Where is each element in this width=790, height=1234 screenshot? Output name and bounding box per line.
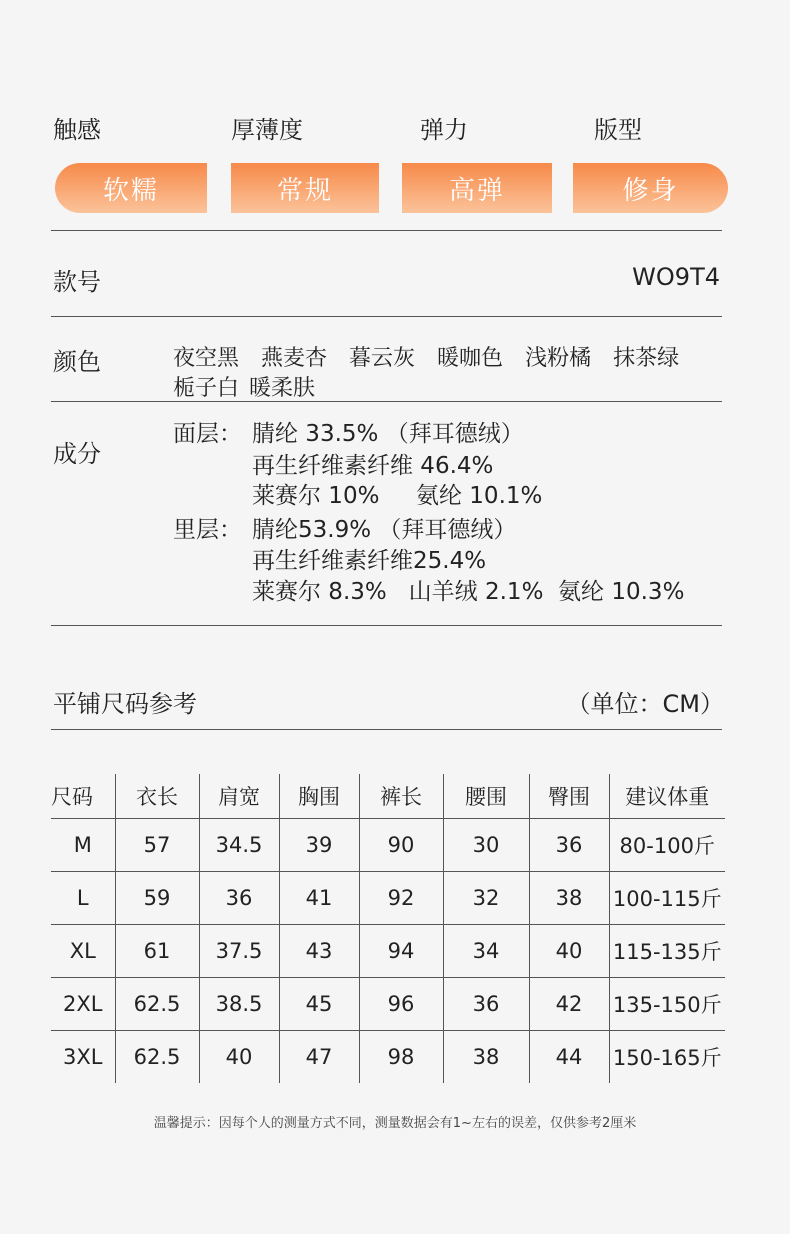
table-cell: 150-165斤 [609, 1031, 725, 1084]
table-cell: 45 [279, 978, 359, 1031]
table-cell: 47 [279, 1031, 359, 1084]
column-header: 裤长 [359, 774, 443, 819]
table-row [51, 978, 725, 1031]
table-cell: 59 [115, 872, 199, 925]
table-cell: 2XL [51, 978, 115, 1031]
table-cell: L [51, 872, 115, 925]
attr-value-thickness: 常规 [231, 163, 379, 213]
table-cell: 36 [529, 819, 609, 872]
attr-label-thickness: 厚薄度 [231, 116, 303, 144]
attr-value-touch: 软糯 [55, 163, 207, 213]
size-table [51, 774, 725, 1083]
composition-label: 成分 [53, 440, 101, 468]
color-option: 栀子白 [173, 376, 240, 401]
table-cell: 61 [115, 925, 199, 978]
column-header: 胸围 [279, 774, 359, 819]
column-header: 臀围 [529, 774, 609, 819]
table-row [51, 872, 725, 925]
column-header: 建议体重 [609, 774, 725, 819]
table-cell: 36 [443, 978, 529, 1031]
measurement-note: 温馨提示：因每个人的测量方式不同，测量数据会有1~左右的误差，仅供参考2厘米 [153, 1116, 637, 1131]
column-header: 肩宽 [199, 774, 279, 819]
outer-layer-line: 莱赛尔 10% 氨纶 10.1% [252, 483, 543, 509]
inner-layer-label: 里层： [173, 517, 242, 543]
table-cell: 38 [443, 1031, 529, 1084]
table-header-row [51, 774, 725, 819]
column-header: 尺码 [51, 785, 93, 809]
inner-layer-line: 腈纶53.9% （拜耳德绒） [252, 517, 517, 543]
table-cell: 43 [279, 925, 359, 978]
table-cell: 100-115斤 [609, 872, 725, 925]
table-cell: 94 [359, 925, 443, 978]
table-cell: 36 [199, 872, 279, 925]
table-cell: 37.5 [199, 925, 279, 978]
table-cell: 34.5 [199, 819, 279, 872]
column-header: 腰围 [443, 774, 529, 819]
table-cell: 39 [279, 819, 359, 872]
attr-label-touch: 触感 [53, 116, 101, 144]
table-cell: 32 [443, 872, 529, 925]
color-option: 暖咖色 [437, 346, 504, 371]
table-cell: 40 [529, 925, 609, 978]
table-cell: 62.5 [115, 1031, 199, 1084]
table-cell: 38 [529, 872, 609, 925]
table-row [51, 925, 725, 978]
table-cell: 115-135斤 [609, 925, 725, 978]
table-cell: 80-100斤 [609, 819, 725, 872]
size-chart-title: 平铺尺码参考 [53, 690, 197, 718]
table-cell: M [51, 819, 115, 872]
table-cell: 3XL [51, 1031, 115, 1084]
style-no-label: 款号 [53, 268, 101, 296]
attr-label-fit: 版型 [594, 116, 642, 144]
color-option: 抹茶绿 [613, 346, 680, 371]
table-cell: 135-150斤 [609, 978, 725, 1031]
attr-label-elasticity: 弹力 [420, 116, 468, 144]
table-cell: 30 [443, 819, 529, 872]
colors-line-2 [173, 371, 337, 402]
colors-label: 颜色 [53, 348, 101, 376]
table-cell: 98 [359, 1031, 443, 1084]
table-cell: 96 [359, 978, 443, 1031]
table-cell: 40 [199, 1031, 279, 1084]
table-cell: 38.5 [199, 978, 279, 1031]
table-row [51, 819, 725, 872]
inner-layer-line: 莱赛尔 8.3% 山羊绒 2.1% 氨纶 10.3% [252, 579, 685, 605]
divider [51, 625, 722, 626]
outer-layer-line: 再生纤维素纤维 46.4% [252, 453, 494, 479]
table-cell: 62.5 [115, 978, 199, 1031]
size-chart-unit: （单位：CM） [566, 690, 724, 718]
color-option: 夜空黑 [173, 346, 240, 371]
outer-layer-line: 腈纶 33.5% （拜耳德绒） [252, 421, 524, 447]
table-cell: 44 [529, 1031, 609, 1084]
column-header: 衣长 [115, 774, 199, 819]
color-option: 暖柔肤 [249, 376, 316, 401]
table-cell: XL [51, 925, 115, 978]
attr-value-elasticity: 高弹 [402, 163, 552, 213]
table-row [51, 1031, 725, 1084]
table-cell: 41 [279, 872, 359, 925]
divider [51, 401, 722, 402]
style-no-value: WO9T4 [632, 263, 720, 291]
table-cell: 34 [443, 925, 529, 978]
table-cell: 42 [529, 978, 609, 1031]
colors-line-1 [173, 341, 679, 372]
outer-layer-label: 面层： [173, 421, 242, 447]
table-cell: 92 [359, 872, 443, 925]
divider [51, 729, 722, 730]
color-option: 燕麦杏 [261, 346, 328, 371]
table-cell: 90 [359, 819, 443, 872]
color-option: 暮云灰 [349, 346, 416, 371]
table-cell: 57 [115, 819, 199, 872]
attr-value-fit: 修身 [573, 163, 728, 213]
color-option: 浅粉橘 [525, 346, 592, 371]
inner-layer-line: 再生纤维素纤维25.4% [252, 548, 487, 574]
divider [51, 230, 722, 231]
divider [51, 316, 722, 317]
